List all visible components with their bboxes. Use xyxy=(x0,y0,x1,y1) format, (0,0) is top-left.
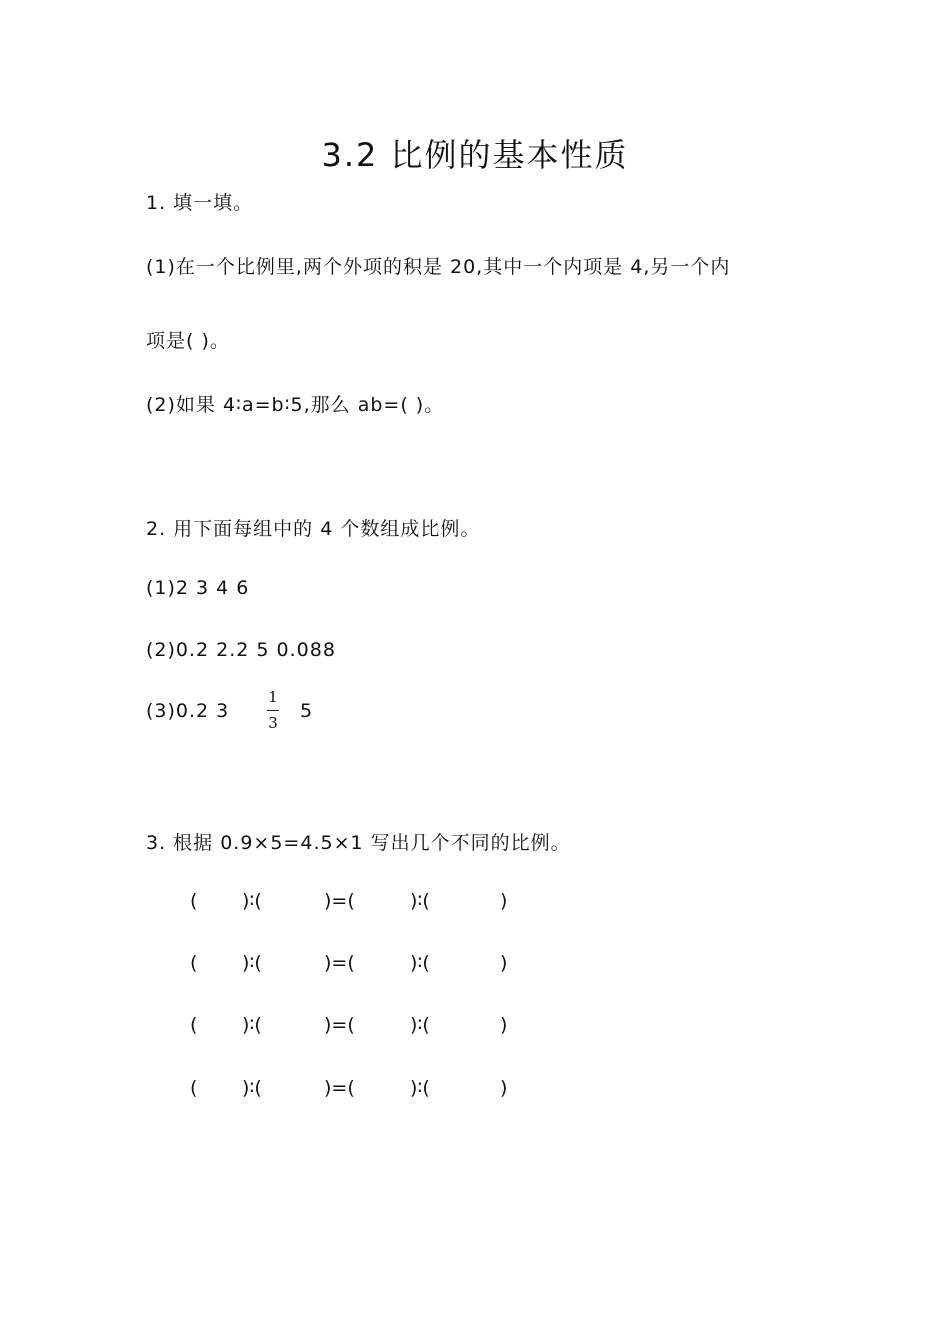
open-paren: ( xyxy=(190,952,198,974)
q1-part2: (2)如果 4∶a=b∶5,那么 ab=( )。 xyxy=(146,394,445,416)
fraction-numerator: 1 xyxy=(268,688,278,706)
ratio-separator: )∶( xyxy=(242,1077,262,1099)
q1-heading: 1. 填一填。 xyxy=(146,192,254,214)
fraction-denominator: 3 xyxy=(268,714,278,732)
close-paren: ) xyxy=(500,890,508,912)
q1-part1-line2: 项是( )。 xyxy=(146,330,230,352)
open-paren: ( xyxy=(190,890,198,912)
equals-separator: )=( xyxy=(324,1014,355,1036)
ratio-separator: )∶( xyxy=(242,890,262,912)
proportion-answer-row[interactable] xyxy=(190,1077,507,1099)
q3-heading: 3. 根据 0.9×5=4.5×1 写出几个不同的比例。 xyxy=(146,832,571,854)
equals-separator: )=( xyxy=(324,1077,355,1099)
q2-group2: (2)0.2 2.2 5 0.088 xyxy=(146,639,336,661)
open-paren: ( xyxy=(190,1014,198,1036)
ratio-separator: )∶( xyxy=(410,890,430,912)
proportion-answer-row[interactable] xyxy=(190,952,507,974)
close-paren: ) xyxy=(500,952,508,974)
proportion-answer-row[interactable] xyxy=(190,890,507,912)
fraction-one-third xyxy=(264,688,282,734)
ratio-separator: )∶( xyxy=(410,1077,430,1099)
fraction-bar xyxy=(267,710,279,711)
ratio-separator: )∶( xyxy=(410,1014,430,1036)
q2-group1: (1)2 3 4 6 xyxy=(146,577,250,599)
proportion-answer-row[interactable] xyxy=(190,1014,507,1036)
close-paren: ) xyxy=(500,1014,508,1036)
ratio-separator: )∶( xyxy=(242,1014,262,1036)
page-title: 3.2 比例的基本性质 xyxy=(321,136,629,174)
q1-part1-line1: (1)在一个比例里,两个外项的积是 20,其中一个内项是 4,另一个内 xyxy=(146,256,731,278)
q2-group3-suffix: 5 xyxy=(300,700,314,722)
equals-separator: )=( xyxy=(324,952,355,974)
equals-separator: )=( xyxy=(324,890,355,912)
close-paren: ) xyxy=(500,1077,508,1099)
ratio-separator: )∶( xyxy=(242,952,262,974)
open-paren: ( xyxy=(190,1077,198,1099)
q2-group3-prefix: (3)0.2 3 xyxy=(146,700,230,722)
q2-heading: 2. 用下面每组中的 4 个数组成比例。 xyxy=(146,518,481,540)
ratio-separator: )∶( xyxy=(410,952,430,974)
